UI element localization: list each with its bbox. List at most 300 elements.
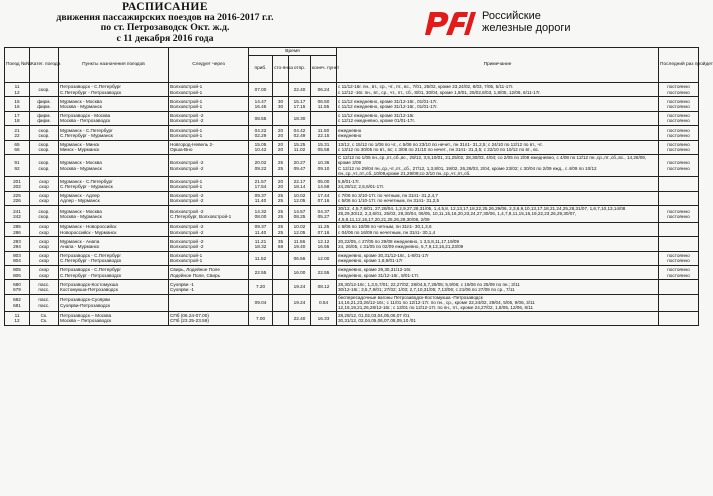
title-main: РАСПИСАНИЕ bbox=[121, 1, 209, 13]
last-run-cell bbox=[659, 205, 699, 222]
route-cell bbox=[59, 154, 169, 176]
end-time: 07.16 bbox=[317, 229, 330, 235]
note: 12,16,19,21,26,28/12-16г.; с 13/01 по 12/12-17г. по пн., пт., кроме 24,27/02, 1,8/05, 12/06, 6/11 bbox=[338, 305, 534, 311]
stop-duration: 25 bbox=[277, 213, 284, 219]
route: Мурманск - С.Петербург bbox=[60, 178, 113, 184]
stop-duration-cell bbox=[273, 140, 289, 154]
train-number: 293 bbox=[13, 238, 21, 244]
table-row bbox=[5, 222, 699, 236]
note: 28,29,30/12, 2,3,6/01, 25/03, 29,30/04, 06/05, 10,11,15,16,20,23,24,27,30/06, 1,4,7,8,11,15,16,19,22,23,26,29,30/07, 4,5,8,11,12,16,17,20,21,25,26,29,30/08, 2/09 bbox=[338, 211, 577, 222]
via-cell bbox=[169, 311, 249, 325]
train-number: 681 bbox=[13, 302, 21, 308]
via-cell bbox=[169, 140, 249, 154]
arrival-time: 09.22 bbox=[254, 165, 267, 171]
route-cell bbox=[59, 191, 169, 205]
stop-duration-cell bbox=[273, 97, 289, 111]
category-cell bbox=[30, 154, 59, 176]
departure-time-cell bbox=[289, 126, 311, 140]
note: 20,22/05, с 27/05 по 29/08 ежедневно, 1 3,5,8,11,17,19/09 bbox=[338, 238, 460, 244]
train-number: 242 bbox=[13, 213, 21, 219]
via: С.Петербург, Волховстрой-1 bbox=[170, 213, 232, 219]
route-cell bbox=[59, 97, 169, 111]
via-cell bbox=[169, 237, 249, 251]
stop-duration: 20 bbox=[277, 178, 284, 184]
stop-duration-cell bbox=[273, 205, 289, 222]
end-time-cell bbox=[311, 251, 337, 265]
train-number-cell bbox=[5, 97, 30, 111]
category: скор bbox=[39, 258, 49, 264]
train-number-cell bbox=[5, 237, 30, 251]
table-row bbox=[5, 83, 699, 97]
note: С 12/12 по 1/05 пн.,ср.,пт.,сб.,вс., 29/12, 3,5,10/01, 21,25/02, 28,30/03, 4/04; со 2/05 по 2/08 ежедневно, с 4/08 по 12/12 пн.,ср.,пт.,сб.,вс., 14,26/09, кроме 3/09 bbox=[338, 154, 647, 166]
route-cell bbox=[59, 311, 169, 325]
note-cell bbox=[337, 177, 659, 191]
end-time-cell bbox=[311, 205, 337, 222]
train-number: 22 bbox=[14, 132, 20, 138]
stop-duration: 68 bbox=[277, 243, 284, 249]
train-number: 680 bbox=[13, 281, 21, 287]
arrival-time-cell bbox=[249, 251, 273, 265]
note-cell bbox=[337, 265, 659, 279]
train-number: 11 bbox=[14, 84, 20, 90]
note: 24, 26/05, с 31/05 по 02/09 ежедневно, 5,7,9,13,15,21,23/09 bbox=[338, 243, 464, 249]
note: с 13/12 по 30/05 по вт., вс; с 3/06 по 21/10 по нечет., пн 31п1- 31,3,5; с 22/10 по 10/12 по вт., вс. bbox=[338, 147, 540, 153]
route: Петрозаводск – Москва bbox=[60, 313, 112, 319]
arrival-time: 7.20 bbox=[255, 284, 266, 290]
route: Петрозаводск-Костомукша bbox=[60, 281, 118, 287]
last-run: постоянно bbox=[667, 165, 690, 171]
departure-time-cell bbox=[289, 83, 311, 97]
via-cell bbox=[169, 265, 249, 279]
train-number: 92 bbox=[14, 165, 20, 171]
train-number: 226 bbox=[13, 198, 21, 204]
category-cell bbox=[30, 111, 59, 125]
arrival-time: 08.00 bbox=[254, 213, 267, 219]
arrival-time-cell bbox=[249, 280, 273, 294]
rzd-logo bbox=[424, 8, 654, 42]
arrival-time: 11.40 bbox=[254, 198, 267, 204]
via: Волховстрой -2 bbox=[170, 238, 204, 244]
last-run: постоянно bbox=[667, 84, 690, 90]
category: пасс. bbox=[38, 287, 50, 293]
end-time-cell bbox=[311, 140, 337, 154]
train-number-cell bbox=[5, 265, 30, 279]
via-cell bbox=[169, 205, 249, 222]
arrival-time: 18.32 bbox=[254, 243, 267, 249]
stop-duration: 20 bbox=[277, 141, 284, 147]
route: Мурманск - Новороссийск bbox=[60, 224, 117, 230]
departure-time: 19.40 bbox=[293, 243, 306, 249]
table-row bbox=[5, 126, 699, 140]
note-cell bbox=[337, 311, 659, 325]
train-number: 225 bbox=[13, 192, 21, 198]
arrival-time: 11.21 bbox=[254, 238, 267, 244]
end-time-cell bbox=[311, 294, 337, 311]
train-number: 806 bbox=[13, 272, 21, 278]
via: Суоярви -1 bbox=[170, 287, 195, 293]
note-cell bbox=[337, 294, 659, 311]
route: Костомукша-Петрозаводск bbox=[60, 287, 118, 293]
train-number-cell bbox=[5, 294, 30, 311]
document-header bbox=[0, 0, 700, 48]
category: фирм. bbox=[37, 118, 51, 124]
train-number: 12 bbox=[14, 89, 20, 95]
end-time: 05.58 bbox=[317, 147, 330, 153]
note: ежедневно, кроме 31/12-16г., 8/01-17г. bbox=[338, 272, 420, 278]
departure-time: 06.56 bbox=[293, 255, 306, 261]
category-cell bbox=[30, 251, 59, 265]
category: фирм. bbox=[37, 98, 51, 104]
departure-time-cell bbox=[289, 154, 311, 176]
train-number: 294 bbox=[13, 243, 21, 249]
route-cell bbox=[59, 126, 169, 140]
category-cell bbox=[30, 311, 59, 325]
arrival-time-cell bbox=[249, 140, 273, 154]
via: Волховстрой-1 bbox=[170, 84, 203, 90]
note: с 12/12 -16г. пн., вт., ср., чт., пт., сб., 8/01, 30/04, кроме 1,9/01, 25/02,8/03, 1,8/05, 12/06, 6/11-17г. bbox=[338, 89, 541, 95]
via-cell bbox=[169, 83, 249, 97]
route: Петрозаводск - С.Петербург bbox=[60, 267, 122, 273]
arrival-time-cell bbox=[249, 191, 273, 205]
route-cell bbox=[59, 294, 169, 311]
departure-time: 22.40 bbox=[293, 87, 306, 93]
note-cell bbox=[337, 237, 659, 251]
train-number: 804 bbox=[13, 258, 21, 264]
stop-duration: 30 bbox=[277, 104, 284, 110]
departure-time: 20.27 bbox=[293, 160, 306, 166]
end-time: 06.24 bbox=[317, 87, 330, 93]
stop-duration-cell bbox=[273, 111, 289, 125]
end-time-cell bbox=[311, 177, 337, 191]
arrival-time: 07.00 bbox=[254, 87, 267, 93]
stop-duration-cell bbox=[273, 294, 289, 311]
last-run-cell bbox=[659, 126, 699, 140]
train-number: 18 bbox=[14, 118, 20, 124]
table-row bbox=[5, 154, 699, 176]
stop-duration: 20 bbox=[277, 132, 284, 138]
note: с 5/06 по 1/10-17г. по нечетным, пн 31п1- 31,2,5 bbox=[338, 198, 440, 204]
train-number: 285 bbox=[13, 224, 21, 230]
title-line-3: по ст. Петрозаводск Окт. ж.д. bbox=[100, 22, 230, 33]
departure-time-cell bbox=[289, 191, 311, 205]
end-time-cell bbox=[311, 311, 337, 325]
departure-time: 10.02 bbox=[293, 192, 306, 198]
via: Волховстрой -2 bbox=[170, 118, 204, 124]
end-time: 16.55 bbox=[317, 243, 330, 249]
route-cell bbox=[59, 205, 169, 222]
departure-time-cell bbox=[289, 177, 311, 191]
stop-duration: 20 bbox=[277, 127, 284, 133]
train-number: 16 bbox=[14, 104, 20, 110]
last-run-cell bbox=[659, 140, 699, 154]
route: Мурманск - С.Петербург bbox=[60, 127, 113, 133]
train-number-cell bbox=[5, 222, 30, 236]
note-cell bbox=[337, 205, 659, 222]
departure-time: 04.42 bbox=[293, 127, 306, 133]
note-cell bbox=[337, 126, 659, 140]
end-time: 22.15 bbox=[317, 132, 330, 138]
category: скор bbox=[39, 272, 49, 278]
note-cell bbox=[337, 111, 659, 125]
note: 5,8/01-17г. bbox=[338, 178, 360, 184]
via: СПб (06.24-07.00) bbox=[170, 313, 209, 319]
last-run-cell bbox=[659, 83, 699, 97]
arrival-time: 09.37 bbox=[254, 224, 267, 230]
arrival-time: 09.04 bbox=[254, 300, 267, 306]
stop-duration: 25 bbox=[277, 224, 284, 230]
logo-text bbox=[482, 10, 571, 34]
train-number: 12 bbox=[14, 318, 20, 324]
arrival-time-cell bbox=[249, 311, 273, 325]
stop-duration-cell bbox=[273, 265, 289, 279]
via: Новгород-Невель 2- bbox=[170, 141, 214, 147]
note: с 04/06 по 16/09 по нечетным, пн 31п1- 30,1,4 bbox=[338, 229, 436, 235]
category: пасс. bbox=[38, 297, 50, 303]
end-time: 12.12 bbox=[317, 238, 330, 244]
last-run-cell bbox=[659, 311, 699, 325]
logo-text-line-2: железные дороги bbox=[482, 22, 571, 34]
route: С.Петербург - Петрозаводск bbox=[60, 89, 122, 95]
category-cell bbox=[30, 140, 59, 154]
table-row bbox=[5, 97, 699, 111]
route: Мурманск - Москва bbox=[60, 160, 102, 166]
via-cell bbox=[169, 191, 249, 205]
last-run: постоянно bbox=[667, 127, 690, 133]
category-cell bbox=[30, 237, 59, 251]
col-header-last: Последний раз пройдет bbox=[659, 48, 699, 83]
category: скор bbox=[39, 183, 49, 189]
departure-time-cell bbox=[289, 311, 311, 325]
stop-duration-cell bbox=[273, 126, 289, 140]
route-cell bbox=[59, 140, 169, 154]
train-number: 202 bbox=[13, 183, 21, 189]
note: ежедневно bbox=[338, 132, 362, 138]
via: Суоярви -1 bbox=[170, 281, 195, 287]
note-cell bbox=[337, 97, 659, 111]
route: Москва - Петрозаводск bbox=[60, 118, 111, 124]
train-number-cell bbox=[5, 126, 30, 140]
note: ежедневно bbox=[338, 127, 362, 133]
arrival-time: 17.54 bbox=[254, 183, 267, 189]
category: пасс. bbox=[38, 302, 50, 308]
via: Волховстрой-1 bbox=[170, 89, 203, 95]
route: Адлер - Мурманск bbox=[60, 198, 100, 204]
departure-time: 12.05 bbox=[293, 198, 306, 204]
table-row bbox=[5, 111, 699, 125]
route: Новороссийск - Мурманск bbox=[60, 229, 117, 235]
route-cell bbox=[59, 222, 169, 236]
end-time-cell bbox=[311, 111, 337, 125]
via-cell bbox=[169, 251, 249, 265]
train-number: 65 bbox=[14, 141, 20, 147]
category: скор bbox=[39, 243, 49, 249]
table-row bbox=[5, 237, 699, 251]
note-cell bbox=[337, 280, 659, 294]
arrival-time: 09.37 bbox=[254, 192, 267, 198]
stop-duration-cell bbox=[273, 251, 289, 265]
category: скор. bbox=[38, 141, 50, 147]
last-run: постоянно bbox=[667, 267, 690, 273]
table-row bbox=[5, 177, 699, 191]
arrival-time-cell bbox=[249, 265, 273, 279]
category: фирм. bbox=[37, 104, 51, 110]
route: Москва - Мурманск bbox=[60, 104, 102, 110]
last-run: постоянно bbox=[667, 208, 690, 214]
end-time: 11.50 bbox=[317, 127, 330, 133]
train-number-cell bbox=[5, 205, 30, 222]
train-number: 201 bbox=[13, 178, 21, 184]
route: С.Петербург - Мурманск bbox=[60, 132, 113, 138]
col-header-route: Пункты назначения поездов bbox=[59, 48, 169, 83]
via: Волховстрой-1 bbox=[170, 104, 203, 110]
departure-time: 22.17 bbox=[293, 178, 306, 184]
category-cell bbox=[30, 294, 59, 311]
train-number: 241 bbox=[13, 208, 21, 214]
train-number: 11 bbox=[14, 313, 20, 319]
category-cell bbox=[30, 265, 59, 279]
category: скор bbox=[39, 252, 49, 258]
note: 30/12, 4,5,7,8/01, 27,28/04, 1,2,9,27,28,31/05, 1,4,5,8, 12,13,17,18,22,25,26,29/06, 2,3,6,9,10,13,17,18,21,24,25,28,31/07, 1,6,7,10,13,14/08 bbox=[338, 205, 626, 211]
end-time: 07.16 bbox=[317, 198, 330, 204]
arrival-time-cell bbox=[249, 205, 273, 222]
end-time: 05.27 bbox=[317, 213, 330, 219]
via-cell bbox=[169, 294, 249, 311]
col-header-time: Время bbox=[249, 48, 337, 56]
table-row bbox=[5, 191, 699, 205]
via: Волховстрой -2 bbox=[170, 208, 204, 214]
col-header-category: Катег. поезда bbox=[30, 48, 59, 83]
table-row bbox=[5, 311, 699, 325]
via: Волховстрой-1 bbox=[170, 252, 203, 258]
col-header-end: конеч. пункт bbox=[311, 56, 337, 83]
departure-time: 08.25 bbox=[293, 213, 306, 219]
train-number: 15 bbox=[14, 98, 20, 104]
departure-time: 17.15 bbox=[293, 104, 306, 110]
note: с 11/12 ежедневно, кроме 31/12-16г. bbox=[338, 113, 415, 119]
train-number: 21 bbox=[14, 127, 20, 133]
end-time: 09.10 bbox=[317, 165, 330, 171]
note: 28,29/12, 01,02,03,04,05,06,07 /01 bbox=[338, 313, 410, 319]
route-cell bbox=[59, 111, 169, 125]
via: Свирь, Лодейное Поле bbox=[170, 267, 221, 273]
last-run-cell bbox=[659, 237, 699, 251]
end-time: 08.12 bbox=[317, 284, 330, 290]
end-time: 06.50 bbox=[317, 98, 330, 104]
end-time: 17.44 bbox=[317, 192, 330, 198]
stop-duration: 25 bbox=[277, 192, 284, 198]
stop-duration: 30 bbox=[277, 98, 284, 104]
arrival-time: 22.55 bbox=[254, 270, 267, 276]
train-number-cell bbox=[5, 154, 30, 176]
rzd-logo-icon bbox=[424, 8, 476, 38]
departure-time-cell bbox=[289, 280, 311, 294]
schedule-table bbox=[4, 47, 713, 326]
stop-duration: 25 bbox=[277, 208, 284, 214]
via-cell bbox=[169, 126, 249, 140]
arrival-time: 16.45 bbox=[254, 104, 267, 110]
departure-time: 18.14 bbox=[293, 183, 306, 189]
note-cell bbox=[337, 222, 659, 236]
departure-time: 11.02 bbox=[293, 147, 306, 153]
category-cell bbox=[30, 177, 59, 191]
via: Орша-Вно bbox=[170, 147, 193, 153]
arrival-time-cell bbox=[249, 154, 273, 176]
train-number: 91 bbox=[14, 160, 20, 166]
arrival-time: 14.47 bbox=[254, 98, 267, 104]
departure-time-cell bbox=[289, 111, 311, 125]
via-cell bbox=[169, 222, 249, 236]
title-line-2: движения пассажирских поездов на 2016-2017 г.г. bbox=[56, 11, 274, 23]
end-time-cell bbox=[311, 154, 337, 176]
last-run: постоянно bbox=[667, 113, 690, 119]
arrival-time-cell bbox=[249, 222, 273, 236]
category-cell bbox=[30, 222, 59, 236]
end-time: 04.37 bbox=[317, 208, 330, 214]
train-number: 682 bbox=[13, 297, 21, 303]
departure-time-cell bbox=[289, 265, 311, 279]
route-cell bbox=[59, 251, 169, 265]
last-run-cell bbox=[659, 111, 699, 125]
category-cell bbox=[30, 97, 59, 111]
stop-duration-cell bbox=[273, 311, 289, 325]
end-time: 12.00 bbox=[317, 255, 330, 261]
category: скор. bbox=[38, 160, 50, 166]
end-time: 0.54 bbox=[318, 300, 329, 306]
arrival-time: 08.55 bbox=[254, 115, 267, 121]
note-cell bbox=[337, 251, 659, 265]
via: Волховстрой -2 bbox=[170, 165, 204, 171]
arrival-time: 10.42 bbox=[254, 147, 267, 153]
via: Волховстрой-1 bbox=[170, 98, 203, 104]
stop-duration: 20 bbox=[277, 183, 284, 189]
departure-time-cell bbox=[289, 294, 311, 311]
last-run: постоянно bbox=[667, 258, 690, 264]
route: Мурманск - Минск bbox=[60, 141, 100, 147]
arrival-time: 14.32 bbox=[254, 208, 267, 214]
category: скор bbox=[39, 229, 49, 235]
end-time: 11.55 bbox=[317, 104, 330, 110]
last-run-cell bbox=[659, 97, 699, 111]
stop-duration-cell bbox=[273, 191, 289, 205]
category: скор bbox=[39, 267, 49, 273]
table-row bbox=[5, 251, 699, 265]
col-header-departure: отпр. bbox=[289, 56, 311, 83]
end-time-cell bbox=[311, 280, 337, 294]
departure-time: 15.25 bbox=[293, 141, 306, 147]
route: Москва - Мурманск bbox=[60, 213, 102, 219]
train-number: 679 bbox=[13, 287, 21, 293]
arrival-time: 02.29 bbox=[254, 132, 267, 138]
route: Мурманск - Адлер bbox=[60, 192, 100, 198]
category: скор. bbox=[38, 147, 50, 153]
table-row bbox=[5, 205, 699, 222]
train-number-cell bbox=[5, 111, 30, 125]
departure-time: 16.00 bbox=[293, 270, 306, 276]
train-number-cell bbox=[5, 280, 30, 294]
stop-duration: 25 bbox=[277, 165, 284, 171]
table-row bbox=[5, 294, 699, 311]
category: скор. bbox=[38, 165, 50, 171]
train-number-cell bbox=[5, 311, 30, 325]
note: с 11/12 ежедневно, кроме 31/12-16г., 01/01-17г. bbox=[338, 98, 438, 104]
category: пасс. bbox=[38, 281, 50, 287]
note: ежедневно, кроме 30,31/12-16г., 1-8/01-17г bbox=[338, 252, 429, 258]
route-cell bbox=[59, 265, 169, 279]
via: Волховстрой-1 bbox=[170, 132, 203, 138]
end-time-cell bbox=[311, 265, 337, 279]
route-cell bbox=[59, 237, 169, 251]
via: Волховстрой -2 bbox=[170, 224, 204, 230]
